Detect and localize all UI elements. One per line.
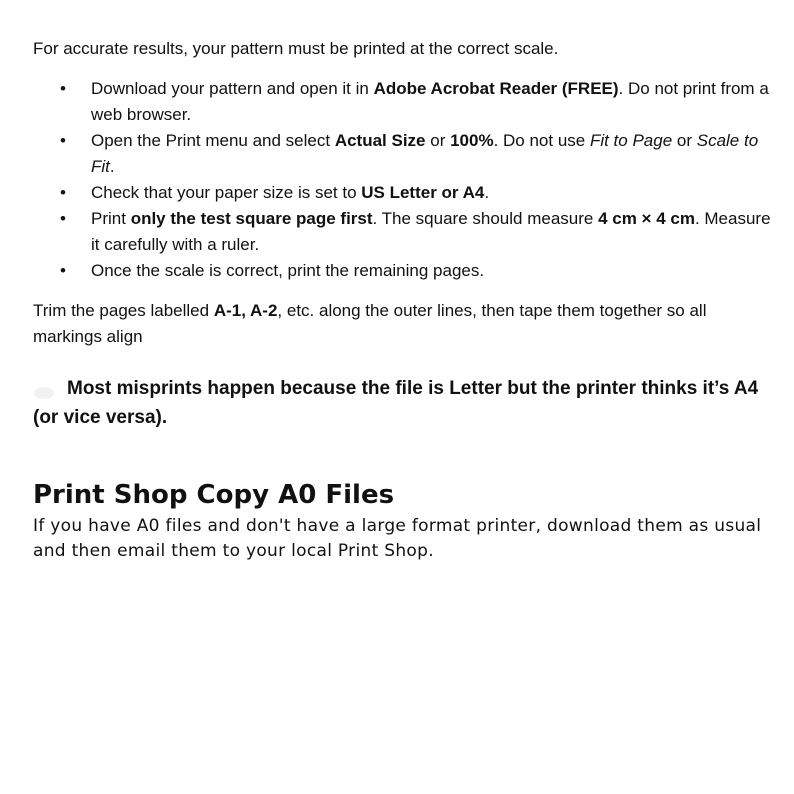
step-emphasis: only the test square page first [130,209,373,228]
step-text: or [425,131,451,150]
step-italic: Scale to Fit [91,131,759,176]
step-text: . Measure it carefully with a ruler. [91,209,771,254]
step-text: Check that your paper size is set to [91,183,362,202]
print-steps-list [33,76,773,284]
step-text: . Do not print from a web browser. [91,79,769,124]
step-text: . The square should measure [372,209,599,228]
list-item [33,258,773,284]
list-item [33,206,773,258]
step-emphasis: 100% [450,131,494,150]
print-shop-title: Print Shop Copy A0 Files [33,480,395,510]
bullet-icon: • [60,261,66,280]
step-text: Open the Print menu and select [91,131,335,150]
trim-text: , etc. along the outer lines, then tape them together so all markings align [33,301,707,346]
step-emphasis: Actual Size [334,131,426,150]
bullet-icon: • [60,209,66,228]
list-item [33,76,773,128]
step-text: Print [91,209,131,228]
step-italic: Fit to Page [589,131,673,150]
misprint-warning [33,374,773,432]
bullet-icon: • [60,79,66,98]
document-page [33,36,773,564]
step-text: . [484,183,490,202]
bullet-icon: • [60,183,66,202]
step-text: . Do not use [493,131,590,150]
bullet-icon: • [60,131,66,150]
trim-instructions [33,298,773,350]
list-item [33,180,773,206]
print-shop-body: If you have A0 files and don't have a large format printer, download them as usual and then email them to your local Print Shop. [33,516,762,561]
list-item [33,128,773,180]
step-text: . [109,157,115,176]
step-emphasis: 4 cm × 4 cm [598,209,695,228]
step-emphasis: Adobe Acrobat Reader (FREE) [373,79,619,98]
step-text: Once the scale is correct, print the remaining pages. [91,261,485,280]
warning-icon [33,381,55,397]
trim-text: Trim the pages labelled [33,301,214,320]
step-text: Download your pattern and open it in [91,79,374,98]
warning-text: Most misprints happen because the file is Letter but the printer thinks it’s A4 (or vice versa). [33,378,759,428]
step-text: or [672,131,697,150]
intro-text: For accurate results, your pattern must be printed at the correct scale. [33,39,559,58]
trim-emphasis: A-1, A-2 [213,301,278,320]
step-emphasis: US Letter or A4 [361,183,485,202]
